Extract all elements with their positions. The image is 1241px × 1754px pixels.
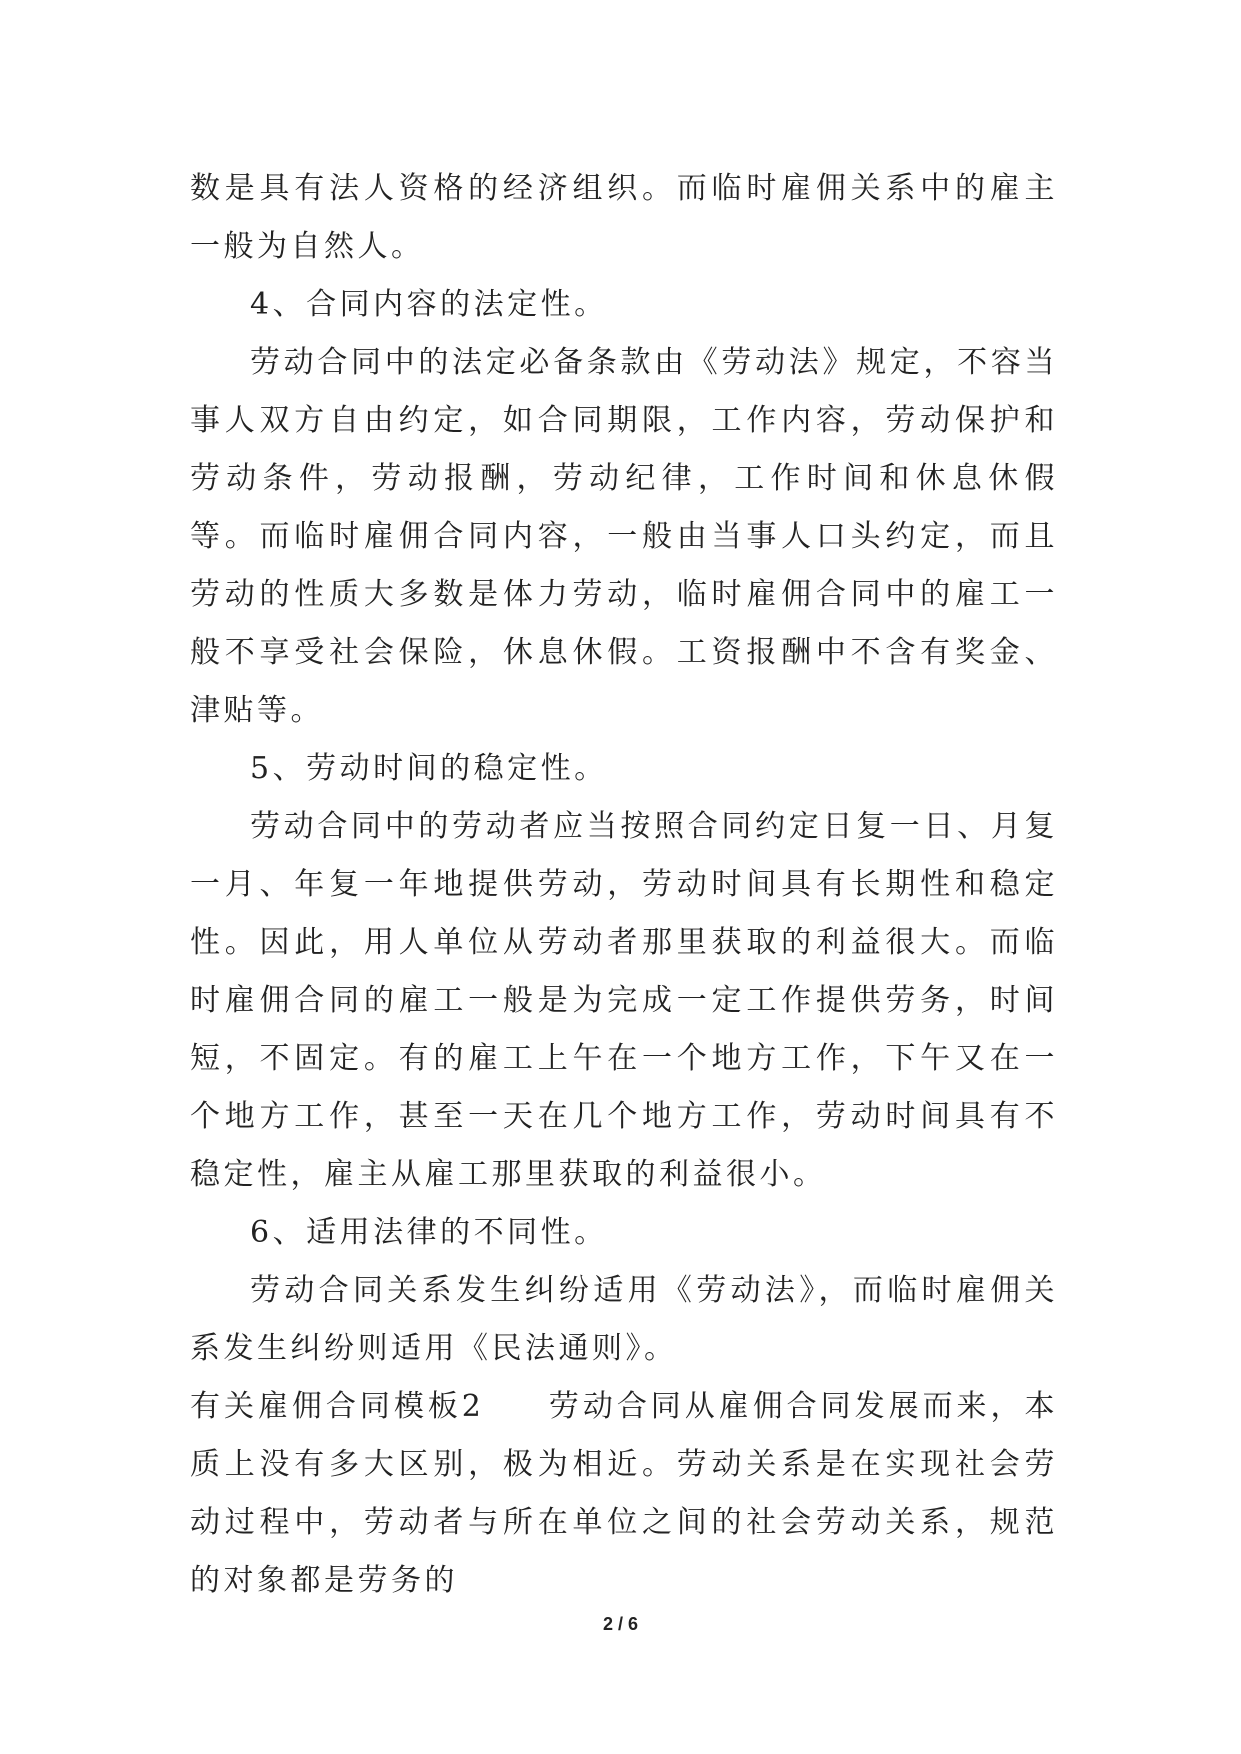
section-heading: 有关雇佣合同模板2 — [190, 1389, 485, 1424]
paragraph-contract-content: 劳动合同中的法定必备条款由《劳动法》规定，不容当事人双方自由约定，如合同期限，工作内容，劳动保护和劳动条件，劳动报酬，劳动纪律，工作时间和休息休假等。而临时雇佣合同内容，一般由当事人口头约定，而且劳动的性质大多数是体力劳动，临时雇佣合同中的雇工一般不享受社会保险，休息休假。工资报酬中不含有奖金、津贴等。 — [190, 345, 1058, 728]
item-heading-5: 5、劳动时间的稳定性。 — [250, 751, 608, 786]
paragraph-work-time: 劳动合同中的劳动者应当按照合同约定日复一日、月复一月、年复一年地提供劳动，劳动时间具有长期性和稳定性。因此，用人单位从劳动者那里获取的利益很大。而临时雇佣合同的雇工一般是为完成一定工作提供劳务，时间短，不固定。有的雇工上午在一个地方工作，下午又在一个地方工作，甚至一天在几个地方工作，劳动时间具有不稳定性，雇主从雇工那里获取的利益很小。 — [190, 809, 1058, 1192]
section-text: 劳动合同从雇佣合同发展而来，本质上没有多大区别，极为相近。劳动关系是在实现社会劳动过程中，劳动者与所在单位之间的社会劳动关系，规范的对象都是劳务的 — [190, 1389, 1059, 1598]
page-number: 2 / 6 — [602, 1614, 639, 1634]
document-body — [190, 160, 1058, 1610]
paragraph-applicable-law: 劳动合同关系发生纠纷适用《劳动法》，而临时雇佣关系发生纠纷则适用《民法通则》。 — [190, 1273, 1058, 1366]
section-paragraph — [190, 1378, 1058, 1610]
item-heading-6: 6、适用法律的不同性。 — [250, 1215, 608, 1250]
paragraph-continued: 数是具有法人资格的经济组织。而临时雇佣关系中的雇主一般为自然人。 — [190, 171, 1058, 264]
item-heading-4: 4、合同内容的法定性。 — [250, 287, 608, 322]
